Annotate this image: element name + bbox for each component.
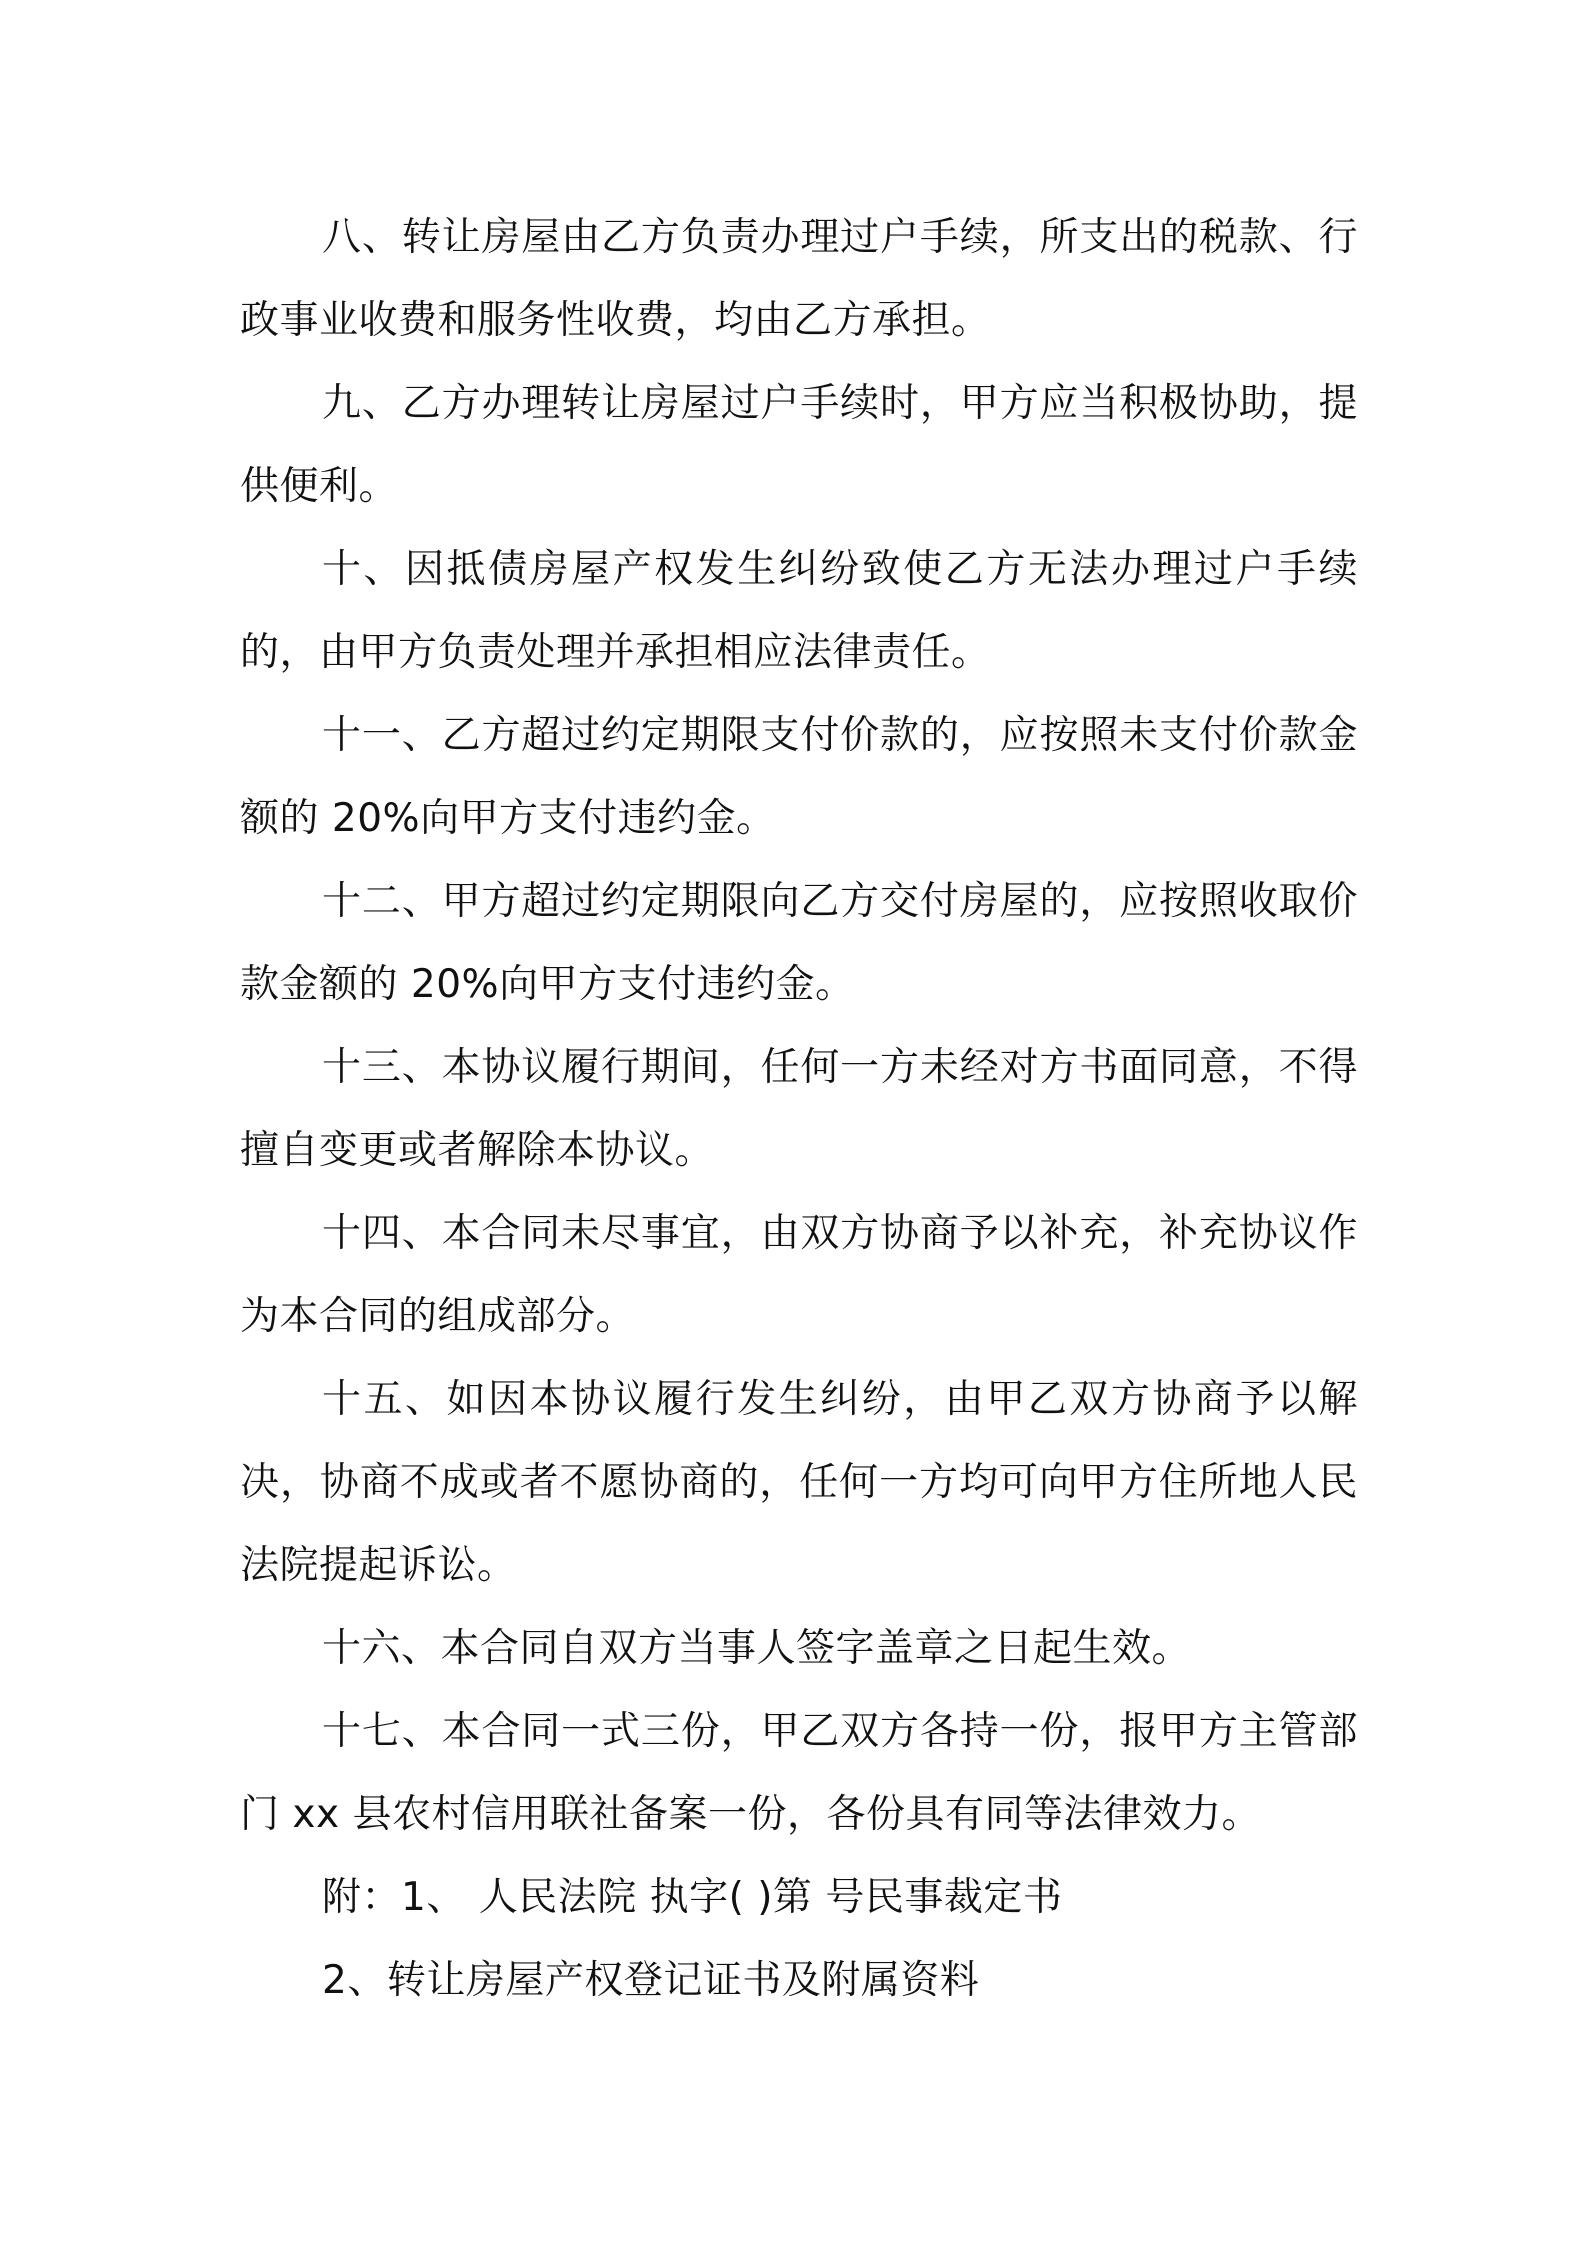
- clause-13: 十三、本协议履行期间，任何一方未经对方书面同意，不得擅自变更或者解除本协议。: [240, 1045, 1358, 1173]
- attachment-1: 附：1、 人民法院 执字( )第 号民事裁定书: [322, 1875, 1063, 1920]
- clause-16: 十六、本合同自双方当事人签字盖章之日起生效。: [322, 1626, 1192, 1671]
- attachment-2: 2、转让房屋产权登记证书及附属资料: [322, 1958, 980, 2003]
- clause-14: 十四、本合同未尽事宜，由双方协商予以补充，补充协议作为本合同的组成部分。: [240, 1211, 1358, 1339]
- clause-11: 十一、乙方超过约定期限支付价款的，应按照未支付价款金额的 20%向甲方支付违约金。: [240, 713, 1358, 841]
- clause-8: 八、转让房屋由乙方负责办理过户手续，所支出的税款、行政事业收费和服务性收费，均由乙方承担。: [240, 215, 1358, 343]
- clause-10: 十、因抵债房屋产权发生纠纷致使乙方无法办理过户手续的，由甲方负责处理并承担相应法律责任。: [240, 547, 1358, 675]
- clause-9: 九、乙方办理转让房屋过户手续时，甲方应当积极协助，提供便利。: [240, 381, 1358, 509]
- clause-12: 十二、甲方超过约定期限向乙方交付房屋的，应按照收取价款金额的 20%向甲方支付违约金。: [240, 879, 1358, 1007]
- document-body: [240, 196, 1358, 2022]
- clause-17: 十七、本合同一式三份，甲乙双方各持一份，报甲方主管部门 xx 县农村信用联社备案一份，各份具有同等法律效力。: [240, 1709, 1358, 1837]
- clause-15: 十五、如因本协议履行发生纠纷，由甲乙双方协商予以解决，协商不成或者不愿协商的，任何一方均可向甲方住所地人民法院提起诉讼。: [240, 1377, 1358, 1588]
